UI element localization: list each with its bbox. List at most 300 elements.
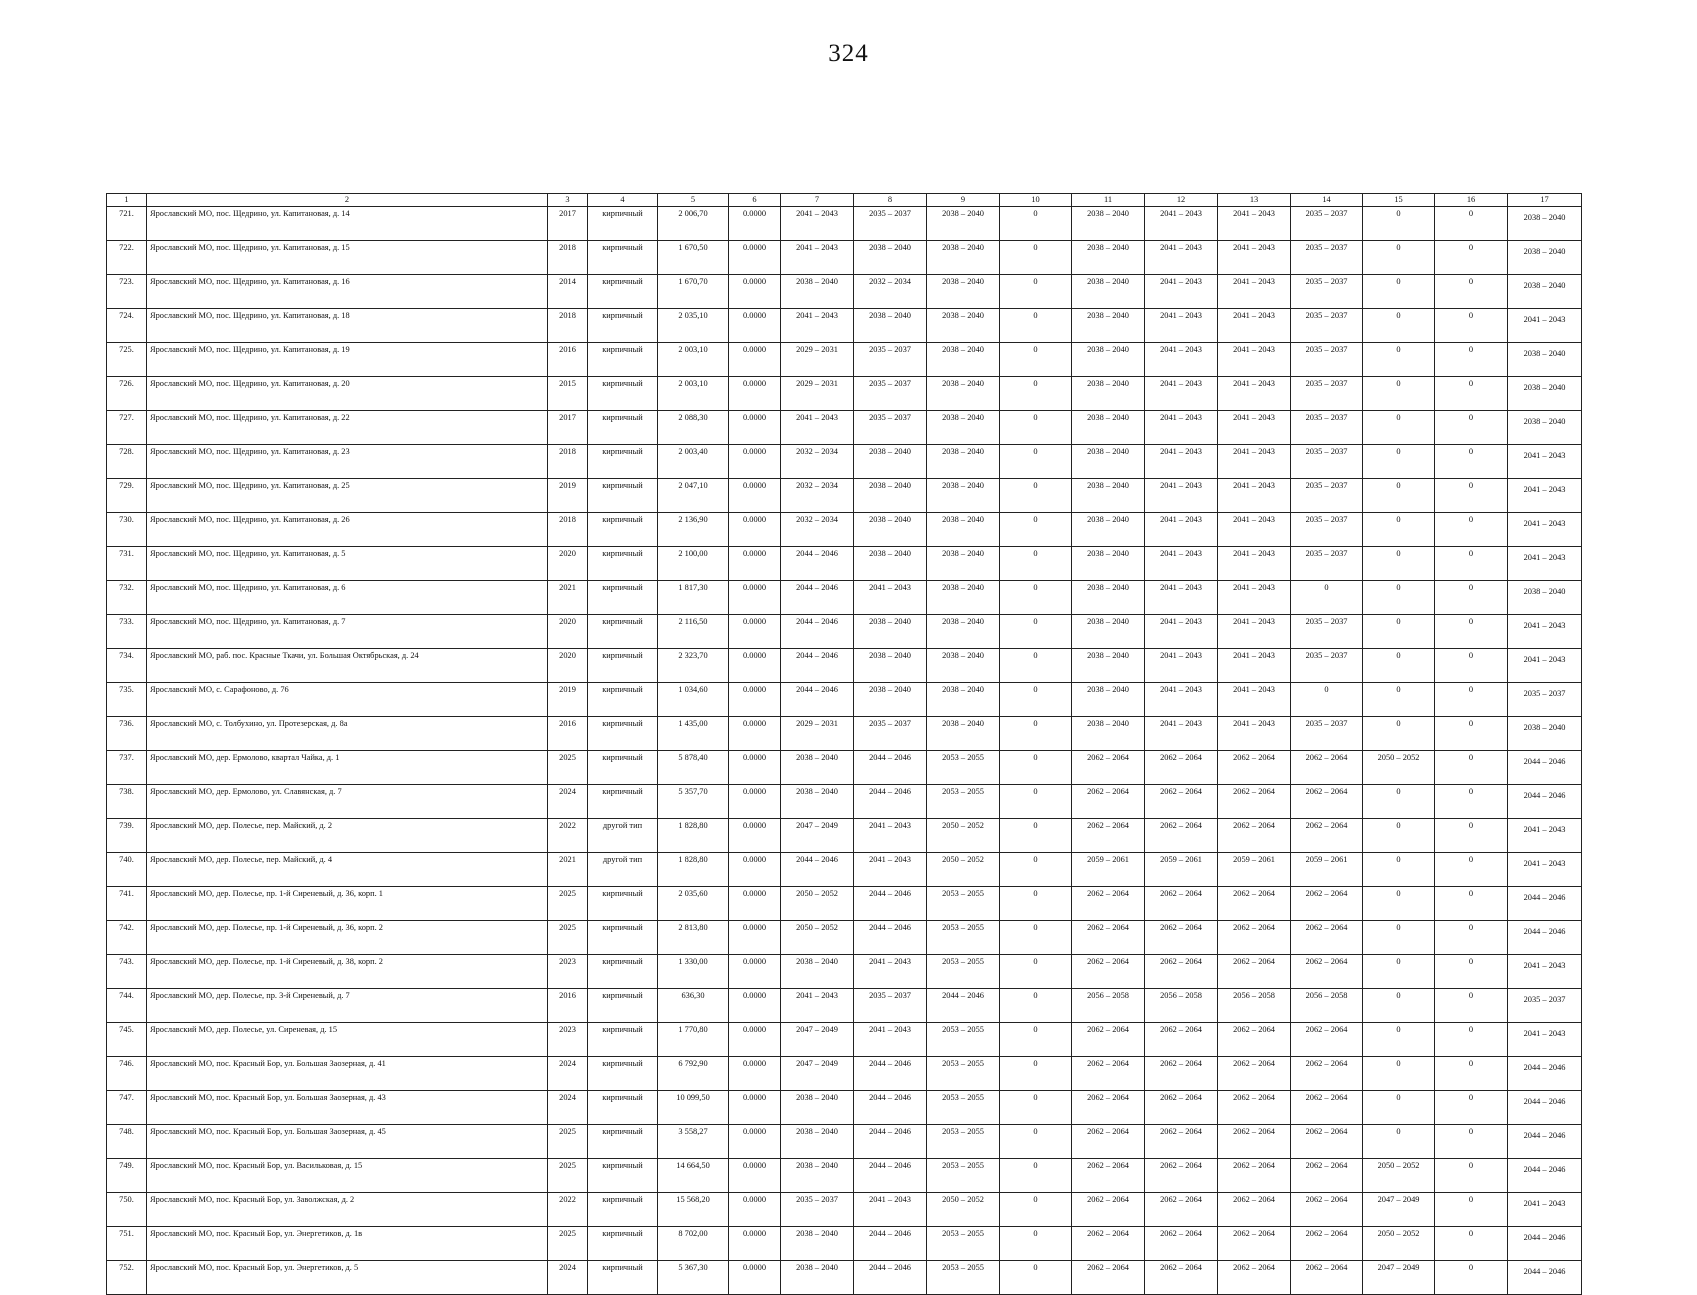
table-row [107, 547, 1582, 581]
table-cell: 2035 – 2037 [1291, 479, 1363, 513]
row-number-cell: 735. [107, 683, 147, 717]
table-cell: 2062 – 2064 [1145, 1125, 1218, 1159]
table-cell: 2053 – 2055 [927, 887, 1000, 921]
table-cell: 0 [1435, 1091, 1508, 1125]
address-cell: Ярославский МО, дер. Полесье, пер. Майский, д. 2 [147, 819, 548, 853]
table-cell: 0 [1435, 207, 1508, 241]
table-cell: 2035 – 2037 [854, 717, 927, 751]
table-cell: 0 [1363, 819, 1435, 853]
table-cell: 2020 [548, 615, 588, 649]
table-cell: 2062 – 2064 [1145, 1091, 1218, 1125]
table-cell: 0 [1435, 751, 1508, 785]
table-row [107, 683, 1582, 717]
table-cell: 2 088,30 [658, 411, 729, 445]
table-row [107, 479, 1582, 513]
table-cell: 2041 – 2043 [1145, 649, 1218, 683]
table-cell: 2035 – 2037 [854, 377, 927, 411]
table-cell: 0.0000 [729, 751, 781, 785]
table-cell: 0 [1000, 853, 1072, 887]
table-cell: 2041 – 2043 [1145, 343, 1218, 377]
table-cell: 2053 – 2055 [927, 1125, 1000, 1159]
column-header-13: 13 [1218, 194, 1291, 207]
table-cell: 2025 [548, 921, 588, 955]
table-cell: 0 [1363, 1057, 1435, 1091]
table-cell: 2032 – 2034 [854, 275, 927, 309]
table-cell: 2038 – 2040 [781, 785, 854, 819]
table-row [107, 343, 1582, 377]
table-cell: 2041 – 2043 [781, 411, 854, 445]
table-cell: кирпичный [588, 887, 658, 921]
table-cell: 0 [1000, 683, 1072, 717]
table-cell: 1 828,80 [658, 853, 729, 887]
row-number-cell: 746. [107, 1057, 147, 1091]
table-cell: 2044 – 2046 [854, 921, 927, 955]
table-cell: 2062 – 2064 [1291, 1227, 1363, 1261]
table-cell: 0 [1435, 921, 1508, 955]
row-number-cell: 726. [107, 377, 147, 411]
table-cell: 2038 – 2040 [1508, 241, 1582, 275]
table-cell: 0 [1363, 1125, 1435, 1159]
table-cell: другой тип [588, 853, 658, 887]
table-cell: 2062 – 2064 [1291, 819, 1363, 853]
table-cell: 0 [1000, 1125, 1072, 1159]
table-cell: 0 [1363, 547, 1435, 581]
table-cell: 0.0000 [729, 411, 781, 445]
table-cell: 0 [1000, 547, 1072, 581]
table-cell: 2 003,40 [658, 445, 729, 479]
table-cell: 0.0000 [729, 377, 781, 411]
table-cell: 2062 – 2064 [1218, 955, 1291, 989]
table-cell: 2029 – 2031 [781, 343, 854, 377]
table-cell: кирпичный [588, 513, 658, 547]
table-cell: 2044 – 2046 [781, 581, 854, 615]
table-cell: 0 [1435, 241, 1508, 275]
table-cell: 2062 – 2064 [1291, 1023, 1363, 1057]
table-cell: 2015 [548, 377, 588, 411]
table-cell: 2041 – 2043 [1218, 581, 1291, 615]
table-cell: 2062 – 2064 [1072, 1193, 1145, 1227]
table-cell: 0.0000 [729, 989, 781, 1023]
row-number-cell: 742. [107, 921, 147, 955]
table-row [107, 819, 1582, 853]
table-cell: 2018 [548, 445, 588, 479]
address-cell: Ярославский МО, пос. Красный Бор, ул. Большая Заозерная, д. 43 [147, 1091, 548, 1125]
row-number-cell: 745. [107, 1023, 147, 1057]
table-cell: 2035 – 2037 [1291, 411, 1363, 445]
table-cell: 2062 – 2064 [1145, 751, 1218, 785]
table-cell: 0 [1000, 513, 1072, 547]
table-cell: 2035 – 2037 [1508, 989, 1582, 1023]
table-cell: 2041 – 2043 [1218, 649, 1291, 683]
table-cell: 2038 – 2040 [1508, 377, 1582, 411]
table-row [107, 785, 1582, 819]
table-cell: 2038 – 2040 [927, 411, 1000, 445]
table-cell: 2056 – 2058 [1145, 989, 1218, 1023]
table-cell: 2062 – 2064 [1218, 751, 1291, 785]
table-cell: 2062 – 2064 [1072, 1261, 1145, 1295]
table-cell: 2044 – 2046 [1508, 1261, 1582, 1295]
table-cell: 2041 – 2043 [854, 1193, 927, 1227]
table-cell: 2035 – 2037 [1291, 445, 1363, 479]
column-header-7: 7 [781, 194, 854, 207]
row-number-cell: 724. [107, 309, 147, 343]
table-cell: 1 770,80 [658, 1023, 729, 1057]
table-cell: 2062 – 2064 [1218, 1091, 1291, 1125]
table-row [107, 853, 1582, 887]
table-cell: 2062 – 2064 [1218, 1227, 1291, 1261]
table-cell: 2044 – 2046 [854, 1125, 927, 1159]
table-cell: 2 100,00 [658, 547, 729, 581]
table-cell: 0 [1363, 921, 1435, 955]
table-cell: 0 [1000, 615, 1072, 649]
table-cell: 2038 – 2040 [781, 955, 854, 989]
table-cell: 2041 – 2043 [1145, 479, 1218, 513]
table-cell: 2062 – 2064 [1291, 955, 1363, 989]
column-header-5: 5 [658, 194, 729, 207]
table-cell: 2062 – 2064 [1291, 1057, 1363, 1091]
table-cell: 2062 – 2064 [1145, 921, 1218, 955]
table-row [107, 751, 1582, 785]
table-cell: 0 [1000, 717, 1072, 751]
register-table [106, 193, 1582, 1295]
table-cell: 2041 – 2043 [781, 241, 854, 275]
table-cell: 2050 – 2052 [1363, 1227, 1435, 1261]
table-cell: 2024 [548, 1261, 588, 1295]
table-cell: 0 [1363, 445, 1435, 479]
table-cell: 2041 – 2043 [854, 955, 927, 989]
table-cell: 2041 – 2043 [1218, 513, 1291, 547]
table-cell: 0 [1000, 1023, 1072, 1057]
table-cell: 2038 – 2040 [927, 581, 1000, 615]
row-number-cell: 752. [107, 1261, 147, 1295]
table-row [107, 513, 1582, 547]
table-row [107, 445, 1582, 479]
table-cell: 2038 – 2040 [1072, 615, 1145, 649]
table-cell: кирпичный [588, 683, 658, 717]
table-cell: кирпичный [588, 547, 658, 581]
address-cell: Ярославский МО, пос. Щедрино, ул. Капитановая, д. 19 [147, 343, 548, 377]
address-cell: Ярославский МО, пос. Красный Бор, ул. Большая Заозерная, д. 41 [147, 1057, 548, 1091]
table-cell: 636,30 [658, 989, 729, 1023]
table-cell: 2024 [548, 1057, 588, 1091]
table-cell: 2044 – 2046 [781, 853, 854, 887]
table-cell: 2041 – 2043 [1218, 445, 1291, 479]
table-cell: 2038 – 2040 [927, 479, 1000, 513]
table-body [107, 207, 1582, 1295]
table-cell: кирпичный [588, 1091, 658, 1125]
table-cell: 0 [1435, 1193, 1508, 1227]
row-number-cell: 721. [107, 207, 147, 241]
table-cell: 2035 – 2037 [1291, 615, 1363, 649]
table-cell: 2038 – 2040 [927, 513, 1000, 547]
table-cell: 0 [1000, 819, 1072, 853]
table-cell: 0 [1000, 887, 1072, 921]
table-cell: 2038 – 2040 [1508, 275, 1582, 309]
table-cell: 2035 – 2037 [1291, 717, 1363, 751]
table-cell: 0 [1291, 581, 1363, 615]
table-cell: 2035 – 2037 [1508, 683, 1582, 717]
address-cell: Ярославский МО, пос. Щедрино, ул. Капитановая, д. 14 [147, 207, 548, 241]
table-cell: 2038 – 2040 [781, 1125, 854, 1159]
table-cell: 2062 – 2064 [1072, 955, 1145, 989]
table-cell: 2050 – 2052 [927, 819, 1000, 853]
table-cell: 2021 [548, 853, 588, 887]
table-cell: кирпичный [588, 581, 658, 615]
table-cell: 2035 – 2037 [781, 1193, 854, 1227]
table-cell: 2038 – 2040 [781, 1227, 854, 1261]
table-cell: 0 [1435, 785, 1508, 819]
table-cell: 2059 – 2061 [1072, 853, 1145, 887]
table-cell: 2041 – 2043 [1145, 275, 1218, 309]
table-cell: 2041 – 2043 [1508, 853, 1582, 887]
table-cell: 0 [1435, 275, 1508, 309]
page-number: 324 [828, 40, 869, 67]
table-cell: 0 [1000, 989, 1072, 1023]
table-cell: 2056 – 2058 [1218, 989, 1291, 1023]
table-cell: 0 [1000, 1091, 1072, 1125]
table-cell: кирпичный [588, 275, 658, 309]
table-cell: 2047 – 2049 [1363, 1193, 1435, 1227]
table-cell: 0 [1000, 1057, 1072, 1091]
row-number-cell: 725. [107, 343, 147, 377]
table-cell: 2044 – 2046 [1508, 1091, 1582, 1125]
table-cell: 0.0000 [729, 479, 781, 513]
table-cell: 2041 – 2043 [1508, 1193, 1582, 1227]
table-cell: 2041 – 2043 [1508, 445, 1582, 479]
table-cell: 2044 – 2046 [1508, 1159, 1582, 1193]
table-cell: 2035 – 2037 [1291, 275, 1363, 309]
table-cell: 2041 – 2043 [854, 853, 927, 887]
table-cell: 2062 – 2064 [1291, 1159, 1363, 1193]
table-cell: 2038 – 2040 [1508, 717, 1582, 751]
address-cell: Ярославский МО, с. Толбухино, ул. Протезерская, д. 8а [147, 717, 548, 751]
table-cell: 2041 – 2043 [1145, 513, 1218, 547]
table-cell: 2038 – 2040 [781, 751, 854, 785]
table-cell: 2044 – 2046 [1508, 1057, 1582, 1091]
table-cell: 2053 – 2055 [927, 1227, 1000, 1261]
table-cell: 0 [1435, 955, 1508, 989]
table-cell: 2041 – 2043 [781, 207, 854, 241]
table-cell: 2044 – 2046 [1508, 887, 1582, 921]
table-cell: 2062 – 2064 [1072, 819, 1145, 853]
table-cell: 0 [1000, 377, 1072, 411]
table-cell: 2044 – 2046 [854, 1091, 927, 1125]
table-cell: 2044 – 2046 [1508, 921, 1582, 955]
table-cell: 2038 – 2040 [854, 547, 927, 581]
table-cell: 2062 – 2064 [1218, 1125, 1291, 1159]
table-cell: 2047 – 2049 [1363, 1261, 1435, 1295]
table-cell: 2062 – 2064 [1145, 1023, 1218, 1057]
table-cell: 2035 – 2037 [1291, 207, 1363, 241]
table-cell: кирпичный [588, 207, 658, 241]
table-cell: 2047 – 2049 [781, 819, 854, 853]
table-cell: 2022 [548, 1193, 588, 1227]
table-row [107, 989, 1582, 1023]
table-cell: 10 099,50 [658, 1091, 729, 1125]
table-cell: 1 817,30 [658, 581, 729, 615]
row-number-cell: 739. [107, 819, 147, 853]
row-number-cell: 741. [107, 887, 147, 921]
table-cell: 2041 – 2043 [1508, 649, 1582, 683]
row-number-cell: 751. [107, 1227, 147, 1261]
table-cell: 2016 [548, 343, 588, 377]
table-cell: 2038 – 2040 [927, 547, 1000, 581]
table-cell: 2059 – 2061 [1291, 853, 1363, 887]
table-cell: 2041 – 2043 [781, 309, 854, 343]
table-cell: 2044 – 2046 [854, 751, 927, 785]
table-cell: 2023 [548, 1023, 588, 1057]
table-cell: 2041 – 2043 [1218, 717, 1291, 751]
table-cell: 0 [1363, 853, 1435, 887]
table-cell: 2044 – 2046 [1508, 1125, 1582, 1159]
table-cell: 0.0000 [729, 887, 781, 921]
table-cell: 2032 – 2034 [781, 479, 854, 513]
table-cell: 2038 – 2040 [1072, 445, 1145, 479]
table-cell: 2041 – 2043 [1145, 547, 1218, 581]
table-cell: 1 435,00 [658, 717, 729, 751]
address-cell: Ярославский МО, пос. Щедрино, ул. Капитановая, д. 25 [147, 479, 548, 513]
table-cell: кирпичный [588, 955, 658, 989]
table-cell: 0 [1363, 1091, 1435, 1125]
table-cell: 2038 – 2040 [927, 615, 1000, 649]
table-cell: 2062 – 2064 [1145, 887, 1218, 921]
column-header-17: 17 [1508, 194, 1582, 207]
table-cell: 0 [1435, 989, 1508, 1023]
address-cell: Ярославский МО, пос. Щедрино, ул. Капитановая, д. 18 [147, 309, 548, 343]
row-number-cell: 748. [107, 1125, 147, 1159]
address-cell: Ярославский МО, с. Сарафоново, д. 76 [147, 683, 548, 717]
table-cell: 0 [1435, 513, 1508, 547]
table-cell: кирпичный [588, 649, 658, 683]
table-cell: 2062 – 2064 [1072, 785, 1145, 819]
table-cell: 0 [1000, 479, 1072, 513]
table-cell: 2032 – 2034 [781, 445, 854, 479]
table-cell: 2050 – 2052 [1363, 1159, 1435, 1193]
table-cell: 2038 – 2040 [1072, 649, 1145, 683]
table-cell: 0 [1363, 1023, 1435, 1057]
column-header-8: 8 [854, 194, 927, 207]
table-cell: 2062 – 2064 [1072, 1023, 1145, 1057]
table-cell: 2018 [548, 309, 588, 343]
table-cell: 0.0000 [729, 717, 781, 751]
address-cell: Ярославский МО, дер. Полесье, пр. 1-й Сиреневый, д. 36, корп. 2 [147, 921, 548, 955]
table-cell: 2062 – 2064 [1072, 1091, 1145, 1125]
table-row [107, 887, 1582, 921]
table-cell: 2044 – 2046 [854, 785, 927, 819]
table-cell: 2038 – 2040 [781, 275, 854, 309]
table-cell: кирпичный [588, 751, 658, 785]
address-cell: Ярославский МО, дер. Полесье, пр. 1-й Сиреневый, д. 38, корп. 2 [147, 955, 548, 989]
column-header-3: 3 [548, 194, 588, 207]
table-cell: 2038 – 2040 [1072, 411, 1145, 445]
table-cell: 2062 – 2064 [1291, 1125, 1363, 1159]
table-cell: 0 [1435, 649, 1508, 683]
table-cell: кирпичный [588, 445, 658, 479]
table-cell: 2053 – 2055 [927, 1091, 1000, 1125]
table-cell: 0 [1435, 411, 1508, 445]
table-cell: 2044 – 2046 [781, 615, 854, 649]
column-header-4: 4 [588, 194, 658, 207]
table-row [107, 1261, 1582, 1295]
table-cell: кирпичный [588, 377, 658, 411]
table-cell: 2041 – 2043 [1218, 309, 1291, 343]
table-row [107, 377, 1582, 411]
table-cell: 0 [1435, 377, 1508, 411]
table-cell: 2025 [548, 1159, 588, 1193]
table-cell: 2038 – 2040 [1072, 241, 1145, 275]
table-cell: 2041 – 2043 [1218, 377, 1291, 411]
table-row [107, 581, 1582, 615]
table-cell: 2038 – 2040 [927, 445, 1000, 479]
table-cell: кирпичный [588, 309, 658, 343]
address-cell: Ярославский МО, дер. Ермолово, ул. Славянская, д. 7 [147, 785, 548, 819]
table-cell: 2035 – 2037 [1291, 513, 1363, 547]
table-cell: 2062 – 2064 [1072, 1159, 1145, 1193]
table-cell: 0.0000 [729, 275, 781, 309]
table-cell: 2038 – 2040 [927, 717, 1000, 751]
row-number-cell: 750. [107, 1193, 147, 1227]
table-cell: 2023 [548, 955, 588, 989]
table-cell: 0 [1435, 581, 1508, 615]
column-header-15: 15 [1363, 194, 1435, 207]
table-cell: 2038 – 2040 [1508, 207, 1582, 241]
table-cell: 2016 [548, 717, 588, 751]
table-cell: 0 [1000, 785, 1072, 819]
table-cell: 2032 – 2034 [781, 513, 854, 547]
table-cell: 0 [1435, 717, 1508, 751]
table-cell: 2056 – 2058 [1291, 989, 1363, 1023]
table-cell: 2038 – 2040 [1072, 717, 1145, 751]
table-cell: 2025 [548, 1125, 588, 1159]
table-cell: 3 558,27 [658, 1125, 729, 1159]
table-cell: 2038 – 2040 [927, 649, 1000, 683]
table-cell: 0.0000 [729, 785, 781, 819]
table-cell: 2024 [548, 785, 588, 819]
table-cell: кирпичный [588, 785, 658, 819]
table-row [107, 1193, 1582, 1227]
table-cell: 0 [1000, 1159, 1072, 1193]
table-cell: 0.0000 [729, 309, 781, 343]
row-number-cell: 744. [107, 989, 147, 1023]
column-header-10: 10 [1000, 194, 1072, 207]
row-number-cell: 749. [107, 1159, 147, 1193]
table-cell: кирпичный [588, 921, 658, 955]
table-cell: 2062 – 2064 [1218, 887, 1291, 921]
row-number-cell: 723. [107, 275, 147, 309]
row-number-cell: 737. [107, 751, 147, 785]
table-cell: 0 [1435, 445, 1508, 479]
table-cell: 2038 – 2040 [1072, 547, 1145, 581]
table-cell: 0 [1435, 1227, 1508, 1261]
table-cell: 0 [1435, 1159, 1508, 1193]
table-cell: 2038 – 2040 [1072, 207, 1145, 241]
table-cell: 0 [1435, 479, 1508, 513]
row-number-cell: 727. [107, 411, 147, 445]
table-cell: 2062 – 2064 [1291, 1091, 1363, 1125]
address-cell: Ярославский МО, дер. Ермолово, квартал Чайка, д. 1 [147, 751, 548, 785]
table-cell: 2035 – 2037 [1291, 343, 1363, 377]
table-cell: 2044 – 2046 [781, 649, 854, 683]
table-cell: 0 [1363, 887, 1435, 921]
address-cell: Ярославский МО, пос. Красный Бор, ул. Васильковая, д. 15 [147, 1159, 548, 1193]
table-cell: 0.0000 [729, 1227, 781, 1261]
table-cell: 2038 – 2040 [1072, 479, 1145, 513]
table-cell: 2038 – 2040 [854, 479, 927, 513]
column-header-16: 16 [1435, 194, 1508, 207]
table-cell: 2035 – 2037 [854, 411, 927, 445]
table-cell: 2041 – 2043 [1145, 241, 1218, 275]
table-cell: 2038 – 2040 [927, 241, 1000, 275]
